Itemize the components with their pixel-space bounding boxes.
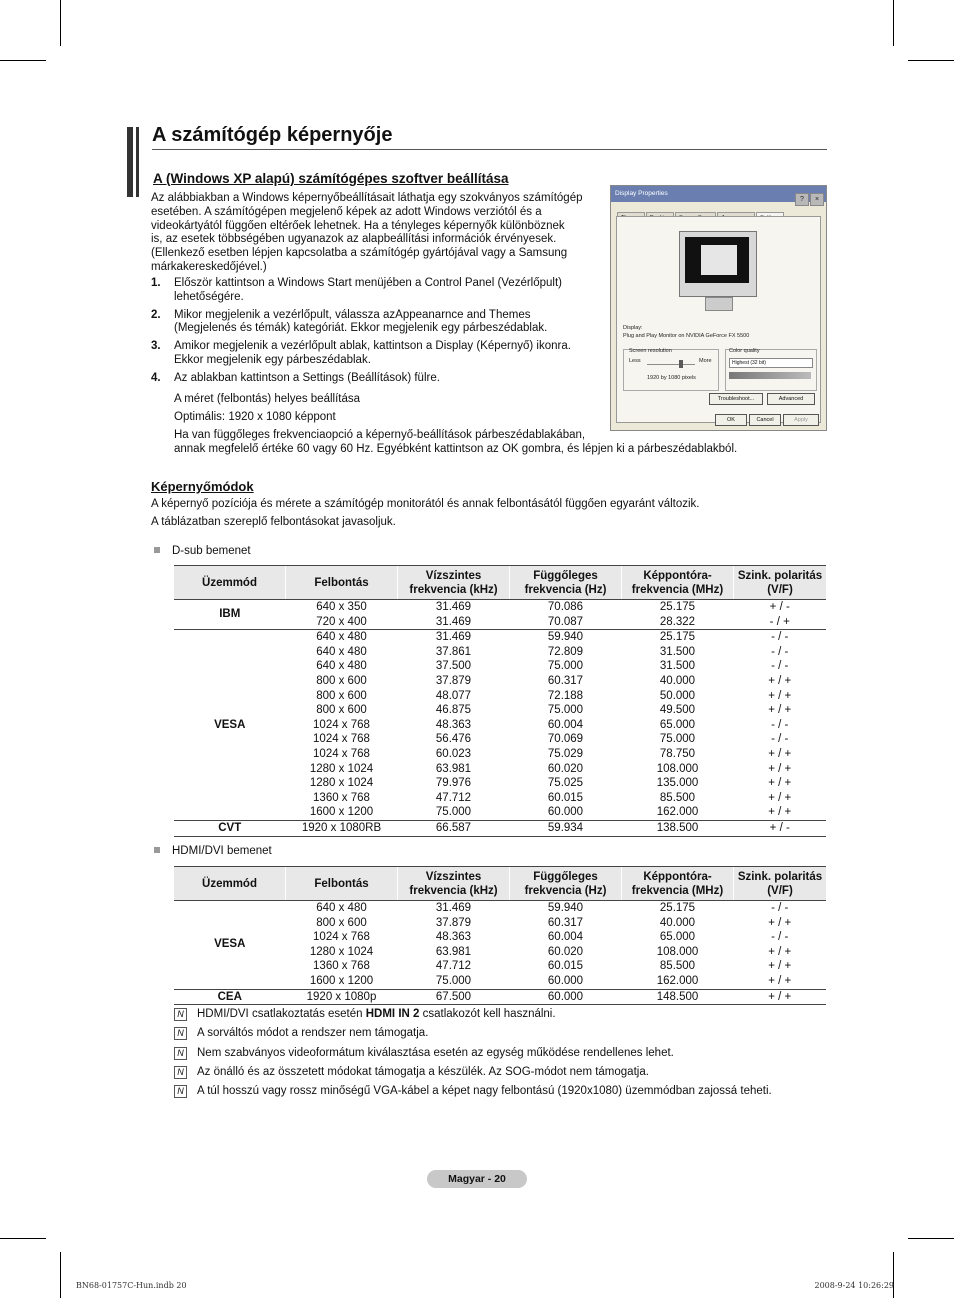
crop-mark	[908, 60, 954, 61]
step-item	[151, 340, 591, 368]
color-label: Color quality	[729, 348, 760, 354]
table-cell: 1920 x 1080p	[286, 989, 398, 1005]
table-cell: 31.469	[435, 902, 472, 914]
table-cell: 31.500	[659, 645, 696, 658]
table-cell: 75.029	[547, 747, 584, 760]
monitor-screen	[685, 237, 749, 283]
table-cell: 75.025	[547, 777, 584, 790]
less-label: Less	[629, 358, 641, 364]
header-line: frekvencia (MHz)	[631, 583, 724, 596]
step-line: Az ablakban kattintson a Settings (Beállítások) fülre.	[174, 371, 440, 384]
table-cell: 48.077	[435, 689, 472, 702]
header-polarity	[734, 566, 827, 600]
table-cell: 60.317	[547, 674, 584, 687]
mode-cell: IBM	[174, 600, 286, 630]
header-polarity	[734, 867, 827, 901]
table-cell: 800 x 600	[316, 916, 367, 929]
header-horizontal	[398, 566, 510, 600]
table-cell: 50.000	[659, 689, 696, 702]
table-cell: 66.587	[398, 820, 510, 836]
note-item	[174, 1084, 772, 1103]
table-cell: 31.469	[435, 601, 472, 613]
table-cell: 31.469	[398, 615, 510, 630]
table-cell: 40.000	[659, 916, 696, 929]
mode-cell: CVT	[174, 820, 286, 836]
crop-mark	[893, 1252, 894, 1298]
table-cell: 138.500	[622, 820, 734, 836]
table-cell: - / -	[771, 631, 789, 644]
table-cell: 67.500	[398, 989, 510, 1005]
intro-paragraph	[151, 192, 591, 275]
header-mode: Üzemmód	[174, 566, 286, 600]
crop-mark	[60, 1252, 61, 1298]
header-line: Képpontóra-	[643, 569, 712, 582]
table-cell: 40.000	[659, 674, 696, 687]
table-cell: 56.476	[435, 733, 472, 746]
troubleshoot-button: Troubleshoot...	[709, 393, 763, 405]
monitor-icon	[679, 231, 757, 297]
header-resolution: Felbontás	[286, 867, 398, 901]
table-cell: 59.934	[510, 820, 622, 836]
ok-button: OK	[715, 414, 747, 426]
header-line: (V/F)	[767, 884, 793, 897]
table-cell: 65.000	[659, 718, 696, 731]
table-cell: + / +	[768, 689, 792, 702]
display-value: Plug and Play Monitor on NVIDIA GeForce FX 5500	[623, 333, 750, 339]
table-cell: 1280 x 1024	[309, 945, 374, 958]
table-cell: + / +	[768, 777, 792, 790]
dsub-label	[154, 545, 251, 557]
step-number: 1.	[151, 277, 161, 289]
help-icon: ?	[795, 193, 809, 206]
crop-mark	[0, 1238, 46, 1239]
steps-list	[151, 277, 591, 390]
table-cell: 1360 x 768	[313, 960, 370, 973]
table-cell: + / +	[768, 945, 792, 958]
note-icon: N	[174, 1085, 187, 1098]
table-cell: 60.000	[510, 974, 622, 989]
title-side-bar	[136, 127, 139, 197]
page-number: Magyar - 20	[427, 1170, 527, 1188]
header-line: Függőleges	[533, 569, 598, 582]
monitor-window	[701, 245, 737, 275]
note-icon: N	[174, 1066, 187, 1079]
crop-mark	[908, 1238, 954, 1239]
footer-file-info: BN68-01757C-Hun.indb 20	[76, 1281, 187, 1290]
header-line: Függőleges	[533, 870, 598, 883]
table-cell: 25.175	[659, 902, 696, 914]
cancel-button: Cancel	[749, 414, 781, 426]
table-cell: 1600 x 1200	[286, 974, 398, 989]
table-cell: 78.750	[659, 747, 696, 760]
dsub-label-text: D-sub bemenet	[172, 545, 251, 557]
dialog-title: Display Properties	[611, 186, 826, 202]
table-cell: 162.000	[622, 805, 734, 820]
square-bullet-icon	[154, 547, 160, 553]
close-icon: ×	[810, 193, 824, 206]
more-label: More	[699, 358, 712, 364]
dsub-table-body	[174, 600, 826, 837]
note-text: Az önálló és az összetett módokat támogatja a készülék. Az SOG-módot nem támogatja.	[197, 1065, 649, 1078]
table-cell: + / -	[734, 820, 827, 836]
table-cell: 65.000	[659, 931, 696, 944]
table-cell: 60.015	[547, 791, 584, 804]
table-cell: 75.000	[547, 660, 584, 673]
hdmi-table-body	[174, 901, 826, 1005]
table-cell: 1024 x 768	[313, 931, 370, 944]
table-cell: + / +	[734, 989, 827, 1005]
table-cell: 1600 x 1200	[286, 805, 398, 820]
table-cell: 60.000	[510, 805, 622, 820]
table-cell: - / -	[771, 718, 789, 731]
table-cell: 31.500	[659, 660, 696, 673]
step-item	[151, 372, 591, 386]
step-number: 2.	[151, 308, 161, 321]
table-cell: 37.500	[435, 660, 472, 673]
intro-line: is, az esetek többségében ugyanazok az alapbeállítási információk érvényesek.	[151, 233, 557, 246]
table-cell: 85.500	[659, 791, 696, 804]
resolution-slider-thumb	[679, 360, 683, 368]
note-item	[174, 1065, 772, 1084]
table-cell: 1280 x 1024	[309, 777, 374, 790]
header-line: frekvencia (Hz)	[524, 583, 607, 596]
table-cell: + / +	[768, 674, 792, 687]
step4-detail: Optimális: 1920 x 1080 képpont	[174, 411, 336, 423]
step4-detail: Ha van függőleges frekvenciaopció a képernyő-beállítások párbeszédablakában,	[174, 429, 586, 441]
table-cell: 640 x 480	[316, 902, 367, 914]
table-cell: 720 x 400	[286, 615, 398, 630]
table-cell: 72.188	[547, 689, 584, 702]
header-horizontal	[398, 867, 510, 901]
note-item	[174, 1007, 772, 1026]
note-icon: N	[174, 1047, 187, 1060]
table-cell: 70.086	[547, 601, 584, 613]
table-cell: - / -	[771, 660, 789, 673]
table-cell: + / +	[734, 974, 827, 989]
table-cell: 75.000	[659, 733, 696, 746]
table-row	[174, 820, 826, 836]
table-cell: + / +	[768, 747, 792, 760]
crop-mark	[0, 60, 46, 61]
note-icon: N	[174, 1008, 187, 1021]
table-cell: 48.363	[435, 718, 472, 731]
table-cell: 47.712	[435, 791, 472, 804]
table-cell: 75.000	[398, 974, 510, 989]
table-row	[174, 989, 826, 1005]
step-item	[151, 277, 591, 305]
table-row	[174, 630, 826, 645]
header-line: Képpontóra-	[643, 870, 712, 883]
table-cell: + / +	[768, 762, 792, 775]
table-cell: 800 x 600	[316, 674, 367, 687]
dialog-title-buttons	[794, 188, 824, 206]
table-cell: 49.500	[659, 704, 696, 717]
table-cell: + / +	[768, 960, 792, 973]
apply-button: Apply	[783, 414, 819, 426]
table-cell: 640 x 480	[316, 660, 367, 673]
step-line: Mikor megjelenik a vezérlőpult, válassza azAppeanarnce and Themes	[174, 308, 531, 321]
table-cell: 1920 x 1080RB	[286, 820, 398, 836]
table-cell: 60.020	[547, 945, 584, 958]
resolution-group	[623, 349, 719, 391]
step-line: Először kattintson a Windows Start menüjében a Control Panel (Vezérlőpult)	[174, 277, 563, 289]
table-cell: - / -	[771, 733, 789, 746]
note-text: Nem szabványos videoformátum kiválasztása esetén az egység működése rendellenes lehet.	[197, 1046, 674, 1059]
intro-line: esetében. A számítógépen megjelenő képek az adott Windows verziótól és a	[151, 205, 542, 218]
page-title: A számítógép képernyője	[152, 124, 393, 146]
table-header-row	[174, 867, 826, 901]
step-line: Ekkor megjelenik egy párbeszédablak.	[174, 353, 371, 366]
modes-paragraph-line: A táblázatban szereplő felbontásokat javasoljuk.	[151, 516, 396, 528]
table-cell: 28.322	[622, 615, 734, 630]
table-cell: 60.317	[547, 916, 584, 929]
table-row	[174, 600, 826, 615]
table-cell: 60.000	[510, 989, 622, 1005]
note-text: csatlakozót kell használni.	[419, 1008, 556, 1020]
title-rule	[152, 149, 827, 150]
header-line: frekvencia (kHz)	[409, 884, 498, 897]
table-cell: + / -	[769, 601, 790, 613]
table-cell: 1360 x 768	[313, 791, 370, 804]
note-text: A túl hosszú vagy rossz minőségű VGA-kábel a képet nagy felbontású (1920x1080) üzemmódban zajossá teheti.	[197, 1085, 772, 1098]
table-cell: 37.861	[435, 645, 472, 658]
step-line: (Megjelenés és témák) kategóriát. Ekkor megjelenik egy párbeszédablak.	[174, 322, 548, 335]
table-cell: 1280 x 1024	[309, 762, 374, 775]
header-line: Szink. polaritás	[737, 870, 823, 883]
intro-line: (Ellenkező esetben lépjen kapcsolatba a számítógép gyártójával vagy a Samsung	[151, 247, 568, 260]
display-properties-dialog	[610, 185, 827, 431]
note-item	[174, 1026, 772, 1045]
table-cell: 1024 x 768	[313, 747, 370, 760]
table-cell: 47.712	[435, 960, 472, 973]
table-cell: 162.000	[622, 974, 734, 989]
step-line: Amikor megjelenik a vezérlőpult ablak, kattintson a Display (Képernyő) ikonra.	[174, 340, 571, 353]
table-row	[174, 901, 826, 916]
table-cell: - / -	[771, 645, 789, 658]
header-line: frekvencia (kHz)	[409, 583, 498, 596]
table-cell: 25.175	[659, 631, 696, 644]
table-header-row	[174, 566, 826, 600]
table-cell: - / +	[734, 615, 827, 630]
header-line: Vízszintes	[425, 569, 482, 582]
monitor-stand	[705, 297, 733, 311]
dsub-modes-table	[174, 565, 826, 837]
table-cell: 800 x 600	[316, 689, 367, 702]
hdmi-label-text: HDMI/DVI bemenet	[172, 845, 272, 857]
table-cell: 640 x 350	[316, 601, 367, 613]
display-label: Display:	[623, 325, 643, 331]
intro-line: videokártyától függően eltérőek lehetnek. Ha a tényleges képernyők különböznek	[151, 219, 565, 232]
header-line: Vízszintes	[425, 870, 482, 883]
header-line: frekvencia (Hz)	[524, 884, 607, 897]
table-cell: 60.020	[547, 762, 584, 775]
section-title: A (Windows XP alapú) számítógépes szoftver beállítása	[153, 171, 509, 186]
table-cell: 25.175	[659, 601, 696, 613]
step4-detail: annak megfelelő értéke 60 vagy 60 Hz. Egyébként kattintson az OK gombra, és lépjen ki a párbeszédablakból.	[174, 443, 738, 455]
table-cell: 59.940	[547, 902, 584, 914]
settings-panel	[616, 216, 821, 423]
table-cell: 59.940	[547, 631, 584, 644]
table-cell: 640 x 480	[316, 645, 367, 658]
crop-mark	[893, 0, 894, 46]
note-text: HDMI/DVI csatlakoztatás esetén	[197, 1008, 366, 1020]
table-cell: 85.500	[659, 960, 696, 973]
advanced-button: Advanced	[767, 393, 815, 405]
table-cell: 148.500	[622, 989, 734, 1005]
table-cell: 70.069	[547, 733, 584, 746]
table-cell: 60.004	[547, 718, 584, 731]
table-cell: 135.000	[656, 777, 699, 790]
table-cell: - / -	[771, 902, 789, 914]
header-pixel-clock	[622, 867, 734, 901]
step-number: 3.	[151, 340, 161, 353]
intro-line: márkakereskedőjével.)	[151, 260, 267, 273]
header-line: Szink. polaritás	[737, 569, 823, 582]
table-cell: 70.087	[510, 615, 622, 630]
crop-mark	[60, 0, 61, 46]
modes-paragraph-line: A képernyő pozíciója és mérete a számítógép monitorától és annak felbontásától függően egyaránt változik.	[151, 498, 700, 510]
note-icon: N	[174, 1027, 187, 1040]
table-cell: - / -	[771, 931, 789, 944]
note-item	[174, 1046, 772, 1065]
note-text: A sorváltós módot a rendszer nem támogatja.	[197, 1027, 429, 1040]
header-vertical	[510, 867, 622, 901]
notes-list	[174, 1007, 772, 1103]
step-number: 4.	[151, 371, 161, 384]
resolution-label: Screen resolution	[629, 348, 672, 354]
step4-detail: A méret (felbontás) helyes beállítása	[174, 393, 361, 405]
table-cell: 63.981	[435, 762, 472, 775]
step-line: lehetőségére.	[174, 290, 244, 303]
modes-title: Képernyőmódok	[151, 479, 254, 494]
header-vertical	[510, 566, 622, 600]
table-cell: 31.469	[435, 631, 472, 644]
table-cell: 46.875	[435, 704, 472, 717]
table-cell: 60.015	[547, 960, 584, 973]
header-line: frekvencia (MHz)	[631, 884, 724, 897]
table-cell: 60.023	[435, 747, 472, 760]
table-cell: + / +	[768, 916, 792, 929]
header-line: (V/F)	[767, 583, 793, 596]
table-cell: 75.000	[547, 704, 584, 717]
mode-cell: VESA	[174, 901, 286, 990]
table-cell: 108.000	[656, 945, 699, 958]
mode-cell: CEA	[174, 989, 286, 1005]
table-cell: 75.000	[398, 805, 510, 820]
header-pixel-clock	[622, 566, 734, 600]
step-item	[151, 309, 591, 337]
table-cell: + / +	[734, 805, 827, 820]
table-cell: 60.004	[547, 931, 584, 944]
square-bullet-icon	[154, 847, 160, 853]
footer-timestamp: 2008-9-24 10:26:29	[814, 1281, 894, 1290]
table-cell: 37.879	[435, 674, 472, 687]
table-cell: + / +	[768, 791, 792, 804]
intro-line: Az alábbiakban a Windows képernyőbeállításait láthatja egy szokványos számítógép	[151, 192, 583, 204]
color-preview-bar	[729, 372, 811, 379]
resolution-slider-track	[647, 364, 695, 365]
table-cell: 1024 x 768	[313, 733, 370, 746]
table-cell: 37.879	[435, 916, 472, 929]
table-cell: 800 x 600	[316, 704, 367, 717]
header-resolution: Felbontás	[286, 566, 398, 600]
table-cell: 640 x 480	[316, 631, 367, 644]
resolution-value: 1920 by 1080 pixels	[647, 375, 696, 381]
color-group	[725, 349, 817, 391]
table-cell: 108.000	[656, 762, 699, 775]
table-cell: 1024 x 768	[313, 718, 370, 731]
title-side-bar	[127, 127, 133, 197]
note-bold-text: HDMI IN 2	[365, 1008, 420, 1020]
table-cell: 72.809	[547, 645, 584, 658]
hdmi-label	[154, 845, 272, 857]
table-cell: + / +	[768, 704, 792, 717]
hdmi-modes-table	[174, 866, 826, 1005]
color-select: Highest (32 bit)	[729, 358, 813, 368]
table-cell: 48.363	[435, 931, 472, 944]
mode-cell: VESA	[174, 630, 286, 821]
table-cell: 63.981	[435, 945, 472, 958]
header-mode: Üzemmód	[174, 867, 286, 901]
table-cell: 79.976	[435, 777, 472, 790]
